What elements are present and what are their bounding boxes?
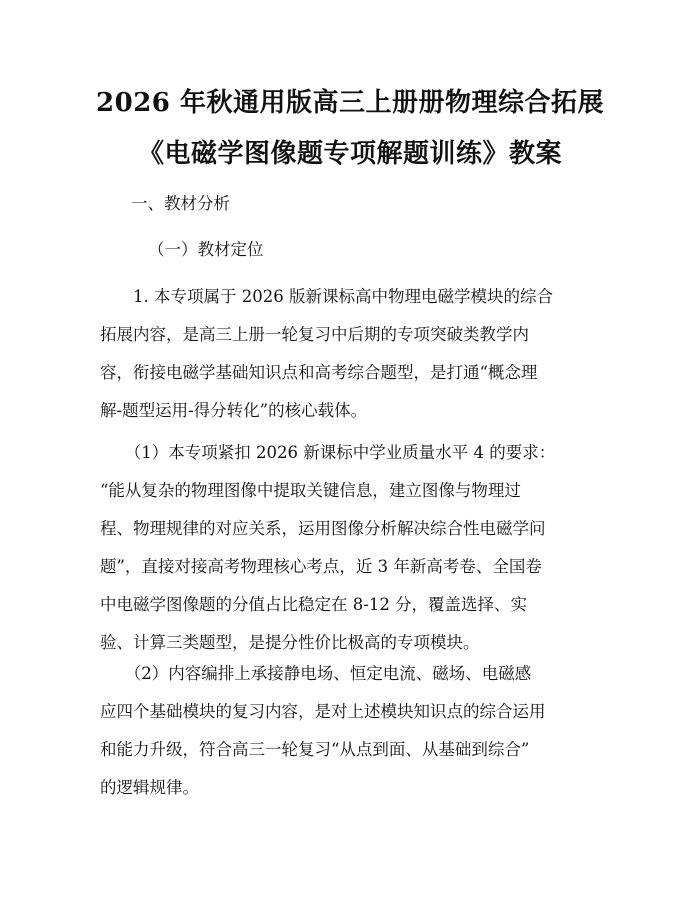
paragraph-1 bbox=[100, 278, 600, 430]
paragraph-3-line: 的逻辑规律。 bbox=[100, 778, 199, 797]
paragraph-1-line: 解-题型运用-得分转化”的核心载体。 bbox=[100, 401, 368, 420]
document-title-line-1: 2026 年秋通用版高三上册册物理综合拓展 bbox=[96, 88, 604, 118]
paragraph-2-line: “能从复杂的物理图像中提取关键信息，建立图像与物理过 bbox=[100, 481, 521, 500]
subsection-heading-textbook-positioning: （一）教材定位 bbox=[148, 240, 264, 259]
paragraph-3-line: （2）内容编排上承接静电场、恒定电流、磁场、电磁感 bbox=[100, 664, 532, 683]
paragraph-1-line: 拓展内容，是高三上册一轮复习中后期的专项突破类教学内 bbox=[100, 325, 529, 344]
paragraph-3 bbox=[100, 655, 600, 807]
section-heading-textbook-analysis: 一、教材分析 bbox=[131, 194, 230, 213]
paragraph-2 bbox=[100, 434, 600, 662]
paragraph-3-line: 和能力升级，符合高三一轮复习“从点到面、从基础到综合” bbox=[100, 740, 530, 759]
paragraph-2-line: （1）本专项紧扣 2026 新课标中学业质量水平 4 的要求： bbox=[100, 443, 556, 462]
paragraph-1-line: 1. 本专项属于 2026 版新课标高中物理电磁学模块的综合 bbox=[100, 287, 553, 306]
paragraph-1-line: 容，衔接电磁学基础知识点和高考综合题型，是打通“概念理 bbox=[100, 363, 538, 382]
paragraph-3-line: 应四个基础模块的复习内容，是对上述模块知识点的综合运用 bbox=[100, 702, 546, 721]
paragraph-2-line: 中电磁学图像题的分值占比稳定在 8-12 分，覆盖选择、实 bbox=[100, 595, 528, 614]
paragraph-2-line: 题”，直接对接高考物理核心考点，近 3 年新高考卷、全国卷 bbox=[100, 557, 542, 576]
paragraph-2-line: 程、物理规律的对应关系，运用图像分析解决综合性电磁学问 bbox=[100, 519, 546, 538]
paragraph-2-line: 验、计算三类题型，是提分性价比极高的专项模块。 bbox=[100, 633, 480, 652]
document-title-line-2: 《电磁学图像题专项解题训练》教案 bbox=[137, 139, 562, 169]
